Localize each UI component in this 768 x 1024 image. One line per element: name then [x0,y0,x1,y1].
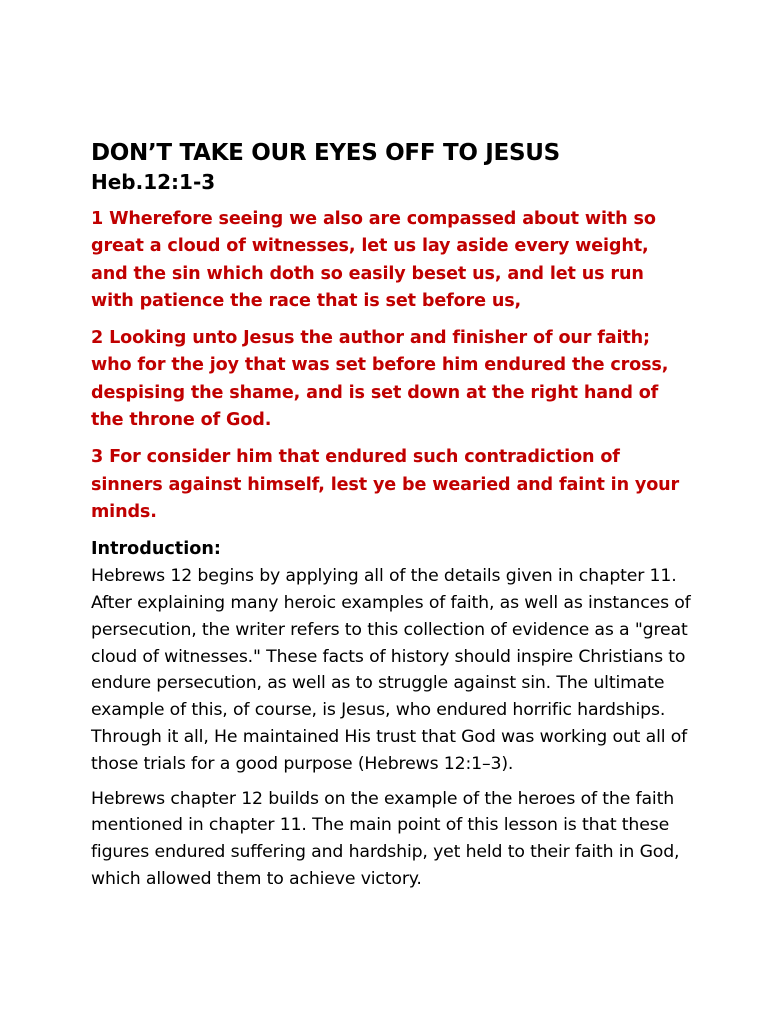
document-page [91,138,691,901]
intro-paragraph-2: Hebrews chapter 12 builds on the example of the heroes of the faith mentioned in chapter 11. The main point of this lesson is that these figures endured suffering and hardship, yet held to their faith in God, which allowed them to achieve victory. [91,788,680,890]
page-title: DON’T TAKE OUR EYES OFF TO JESUS [91,140,560,166]
verse-2: 2 Looking unto Jesus the author and finisher of our faith; who for the joy that was set before him endured the cross, despising the shame, and is set down at the right hand of the throne of God. [91,328,669,431]
intro-paragraph-1: Hebrews 12 begins by applying all of the details given in chapter 11. After explaining many heroic examples of faith, as well as instances of persecution, the writer refers to this collection of evidence as a "great cloud of witnesses." These facts of history should inspire Christians to endure persecution, as well as to struggle against sin. The ultimate example of this, of course, is Jesus, who endured horrific hardships. Through it all, He maintained His trust that God was working out all of those trials for a good purpose (Hebrews 12:1–3). [91,566,691,774]
scripture-reference: Heb.12:1-3 [91,170,216,194]
introduction-heading: Introduction: [91,539,221,560]
verse-1: 1 Wherefore seeing we also are compassed about with so great a cloud of witnesses, let us lay aside every weight, and the sin which doth so easily beset us, and let us run with patience the race that is set before us, [91,209,656,311]
verse-3: 3 For consider him that endured such contradiction of sinners against himself, lest ye be wearied and faint in your minds. [91,447,680,522]
